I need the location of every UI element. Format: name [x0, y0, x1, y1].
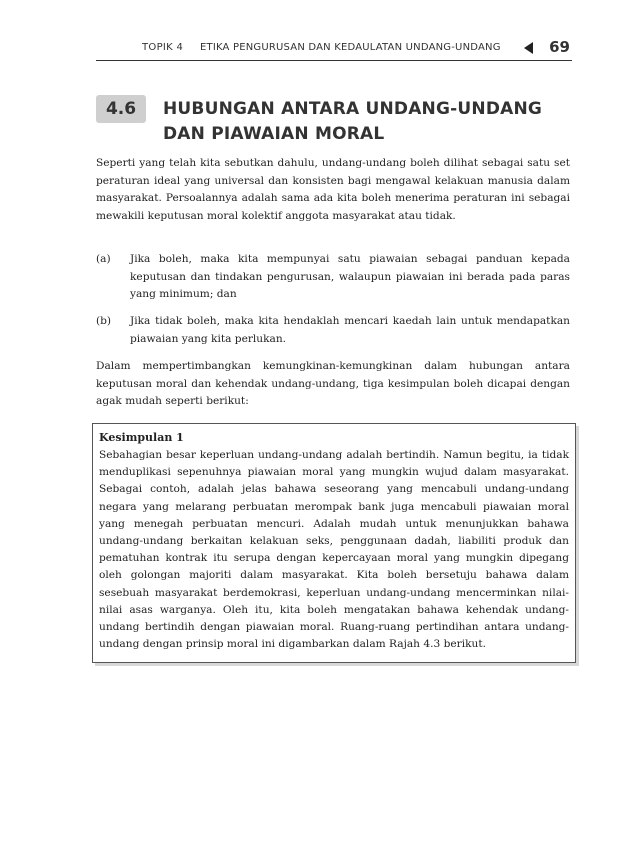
conclusion-text: Sebahagian besar keperluan undang-undang adalah bertindih. Namun begitu, ia tidak menduplikasi sepenuhnya piawaian moral yang mungkin wujud dalam masyarakat. Sebagai contoh, adalah jelas bahawa seseorang yang mencabuli undang-undang negara yang melarang perbuatan merompak bank juga mencabuli piawaian moral yang menegah perbuatan mencuri. Adalah mudah untuk menunjukkan bahawa undang-undang berkaitan kelakuan seks, penggunaan dadah, liabiliti produk dan pematuhan kontrak itu serupa dengan kepercayaan moral yang mungkin dipegang oleh golongan majoriti dalam masyarakat. Kita boleh bersetuju bahawa dalam sesebuah masyarakat berdemokrasi, keperluan undang-undang mencerminkan nilai-nilai asas warganya. Oleh itu, kita boleh mengatakan bahawa kehendak undang-undang bertindih dengan piawaian moral. Ruang-ruang pertindihan antara undang-undang dengan prinsip moral ini digambarkan dalam Rajah 4.3 berikut.: [99, 449, 569, 651]
triangle-left-icon: [524, 42, 533, 54]
list-marker: (b): [96, 315, 112, 327]
intro-paragraph: Seperti yang telah kita sebutkan dahulu, undang-undang boleh dilihat sebagai satu set peraturan ideal yang universal dan konsisten bagi mengawal kelakuan manusia dalam masyarakat. Persoalannya adalah sama ada kita boleh menerima peraturan ini sebagai mewakili keputusan moral kolektif anggota masyarakat atau tidak.: [96, 157, 570, 222]
conclusion-title: Kesimpulan 1: [99, 431, 184, 444]
page-number: 69: [549, 38, 570, 56]
section-title: HUBUNGAN ANTARA UNDANG-UNDANG DAN PIAWAIAN MORAL: [163, 99, 543, 144]
list-text: Jika boleh, maka kita mempunyai satu piawaian sebagai panduan kepada keputusan dan tindakan pengurusan, walaupun piawaian ini berada pada paras yang minimum; dan: [130, 253, 570, 301]
header-chapter-title: ETIKA PENGURUSAN DAN KEDAULATAN UNDANG-UNDANG: [200, 42, 501, 53]
closing-paragraph: Dalam mempertimbangkan kemungkinan-kemungkinan dalam hubungan antara keputusan moral dan kehendak undang-undang, tiga kesimpulan boleh dicapai dengan agak mudah seperti berikut:: [96, 360, 570, 408]
running-header: [96, 34, 572, 61]
section-number: 4.6: [96, 95, 146, 123]
header-topic: TOPIK 4: [142, 42, 184, 53]
list-text: Jika tidak boleh, maka kita hendaklah mencari kaedah lain untuk mendapatkan piawaian yang kita perlukan.: [130, 315, 570, 345]
conclusion-box: [92, 423, 576, 663]
list-marker: (a): [96, 253, 111, 265]
